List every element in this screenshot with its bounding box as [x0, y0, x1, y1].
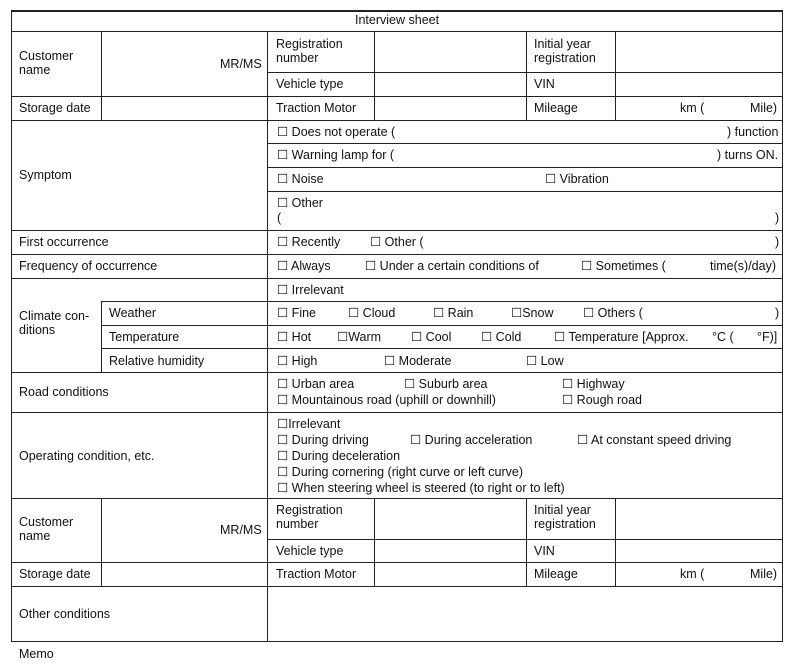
mrms-label: MR/MS: [220, 57, 262, 71]
rule: [11, 96, 783, 97]
other-conditions-label: Other conditions: [19, 607, 111, 621]
close-paren: ): [775, 306, 780, 320]
rule: [11, 586, 783, 587]
checkbox-noise[interactable]: ☐ Noise: [277, 172, 324, 186]
checkbox-warning-lamp[interactable]: ☐ Warning lamp for (: [277, 148, 395, 162]
checkbox-during-acceleration[interactable]: ☐ During acceleration: [410, 433, 533, 447]
checkbox-climate-irrelevant[interactable]: ☐ Irrelevant: [277, 283, 344, 297]
checkbox-cool[interactable]: ☐ Cool: [411, 330, 452, 344]
rule-left: [11, 10, 12, 642]
humidity-label: Relative humidity: [109, 354, 205, 368]
rule: [11, 230, 783, 231]
checkbox-does-not-operate[interactable]: ☐ Does not operate (: [277, 125, 396, 139]
checkbox-hot[interactable]: ☐ Hot: [277, 330, 312, 344]
rule: [11, 498, 783, 499]
weather-label: Weather: [109, 306, 157, 320]
operating-condition-label: Operating condition, etc.: [19, 449, 155, 463]
frequency-label: Frequency of occurrence: [19, 259, 158, 273]
registration-number-label: Registration number: [276, 503, 343, 531]
vehicle-type-label: Vehicle type: [276, 544, 344, 558]
sheet-title: Interview sheet: [355, 13, 440, 27]
rule: [267, 539, 783, 540]
rule: [11, 562, 783, 563]
rule: [11, 641, 783, 642]
checkbox-others-weather[interactable]: ☐ Others (: [583, 306, 643, 320]
rule: [101, 498, 102, 586]
mile-label: Mile): [750, 101, 778, 115]
close-paren: ): [775, 211, 780, 225]
checkbox-during-driving[interactable]: ☐ During driving: [277, 433, 369, 447]
traction-motor-label: Traction Motor: [276, 101, 357, 115]
rule: [11, 278, 783, 279]
checkbox-operating-irrelevant[interactable]: ☐Irrelevant: [277, 417, 341, 431]
rule: [101, 301, 783, 302]
checkbox-suburb[interactable]: ☐ Suburb area: [404, 377, 488, 391]
checkbox-rain[interactable]: ☐ Rain: [433, 306, 474, 320]
initial-year-label: Initial year registration: [534, 37, 596, 65]
turns-on-suffix: ) turns ON.: [717, 148, 779, 162]
rule: [101, 31, 102, 120]
times-per-day-label: time(s)/day): [710, 259, 776, 273]
function-suffix: ) function: [727, 125, 779, 139]
rule: [11, 412, 783, 413]
vehicle-type-label: Vehicle type: [276, 77, 344, 91]
checkbox-always[interactable]: ☐ Always: [277, 259, 331, 273]
checkbox-during-deceleration[interactable]: ☐ During deceleration: [277, 449, 401, 463]
rule: [267, 167, 783, 168]
checkbox-cloud[interactable]: ☐ Cloud: [348, 306, 396, 320]
mile-label: Mile): [750, 567, 778, 581]
rule: [267, 72, 783, 73]
initial-year-label: Initial year registration: [534, 503, 596, 531]
climate-label: Climate con- ditions: [19, 309, 90, 337]
rule: [101, 301, 102, 372]
fahrenheit-label: °F)]: [757, 330, 778, 344]
first-occurrence-label: First occurrence: [19, 235, 109, 249]
close-paren: ): [775, 235, 780, 249]
rule: [374, 31, 375, 120]
customer-name-label: Customer name: [19, 49, 74, 77]
rule: [615, 31, 616, 120]
rule: [267, 143, 783, 144]
storage-date-label: Storage date: [19, 101, 91, 115]
checkbox-sometimes[interactable]: ☐ Sometimes (: [581, 259, 666, 273]
rule: [526, 498, 527, 586]
symptom-label: Symptom: [19, 168, 72, 182]
checkbox-other-occurrence[interactable]: ☐ Other (: [370, 235, 424, 249]
checkbox-cold[interactable]: ☐ Cold: [481, 330, 522, 344]
checkbox-during-cornering[interactable]: ☐ During cornering (right curve or left curve): [277, 465, 524, 479]
checkbox-other-symptom[interactable]: ☐ Other: [277, 196, 323, 210]
rule: [267, 378, 268, 642]
checkbox-vibration[interactable]: ☐ Vibration: [545, 172, 609, 186]
checkbox-high[interactable]: ☐ High: [277, 354, 318, 368]
km-label: km (: [680, 101, 705, 115]
rule: [267, 31, 268, 378]
celsius-label: °C (: [712, 330, 734, 344]
checkbox-fine[interactable]: ☐ Fine: [277, 306, 316, 320]
registration-number-label: Registration number: [276, 37, 343, 65]
checkbox-temperature-approx[interactable]: ☐ Temperature [Approx.: [554, 330, 689, 344]
checkbox-mountainous[interactable]: ☐ Mountainous road (uphill or downhill): [277, 393, 496, 407]
checkbox-rough-road[interactable]: ☐ Rough road: [562, 393, 643, 407]
mrms-label: MR/MS: [220, 523, 262, 537]
checkbox-warm[interactable]: ☐Warm: [337, 330, 382, 344]
checkbox-low[interactable]: ☐ Low: [526, 354, 564, 368]
rule: [267, 191, 783, 192]
rule: [11, 120, 783, 121]
road-conditions-label: Road conditions: [19, 385, 109, 399]
temperature-label: Temperature: [109, 330, 180, 344]
rule: [101, 348, 783, 349]
mileage-label: Mileage: [534, 101, 578, 115]
checkbox-moderate[interactable]: ☐ Moderate: [384, 354, 452, 368]
rule: [615, 498, 616, 586]
checkbox-recently[interactable]: ☐ Recently: [277, 235, 341, 249]
rule: [374, 498, 375, 586]
rule: [101, 325, 783, 326]
checkbox-snow[interactable]: ☐Snow: [511, 306, 554, 320]
memo-label: Memo: [19, 647, 54, 661]
open-paren: (: [277, 211, 282, 225]
traction-motor-label: Traction Motor: [276, 567, 357, 581]
customer-name-label: Customer name: [19, 515, 74, 543]
checkbox-certain-conditions[interactable]: ☐ Under a certain conditions of: [365, 259, 539, 273]
checkbox-highway[interactable]: ☐ Highway: [562, 377, 625, 391]
checkbox-urban[interactable]: ☐ Urban area: [277, 377, 355, 391]
storage-date-label: Storage date: [19, 567, 91, 581]
rule: [526, 31, 527, 120]
checkbox-constant-speed[interactable]: ☐ At constant speed driving: [577, 433, 732, 447]
rule: [11, 31, 783, 32]
vin-label: VIN: [534, 544, 555, 558]
mileage-label: Mileage: [534, 567, 578, 581]
checkbox-steering[interactable]: ☐ When steering wheel is steered (to right or to left): [277, 481, 565, 495]
rule: [11, 372, 783, 373]
rule: [11, 254, 783, 255]
rule-right: [782, 10, 783, 642]
vin-label: VIN: [534, 77, 555, 91]
rule-top: [11, 10, 783, 12]
km-label: km (: [680, 567, 705, 581]
